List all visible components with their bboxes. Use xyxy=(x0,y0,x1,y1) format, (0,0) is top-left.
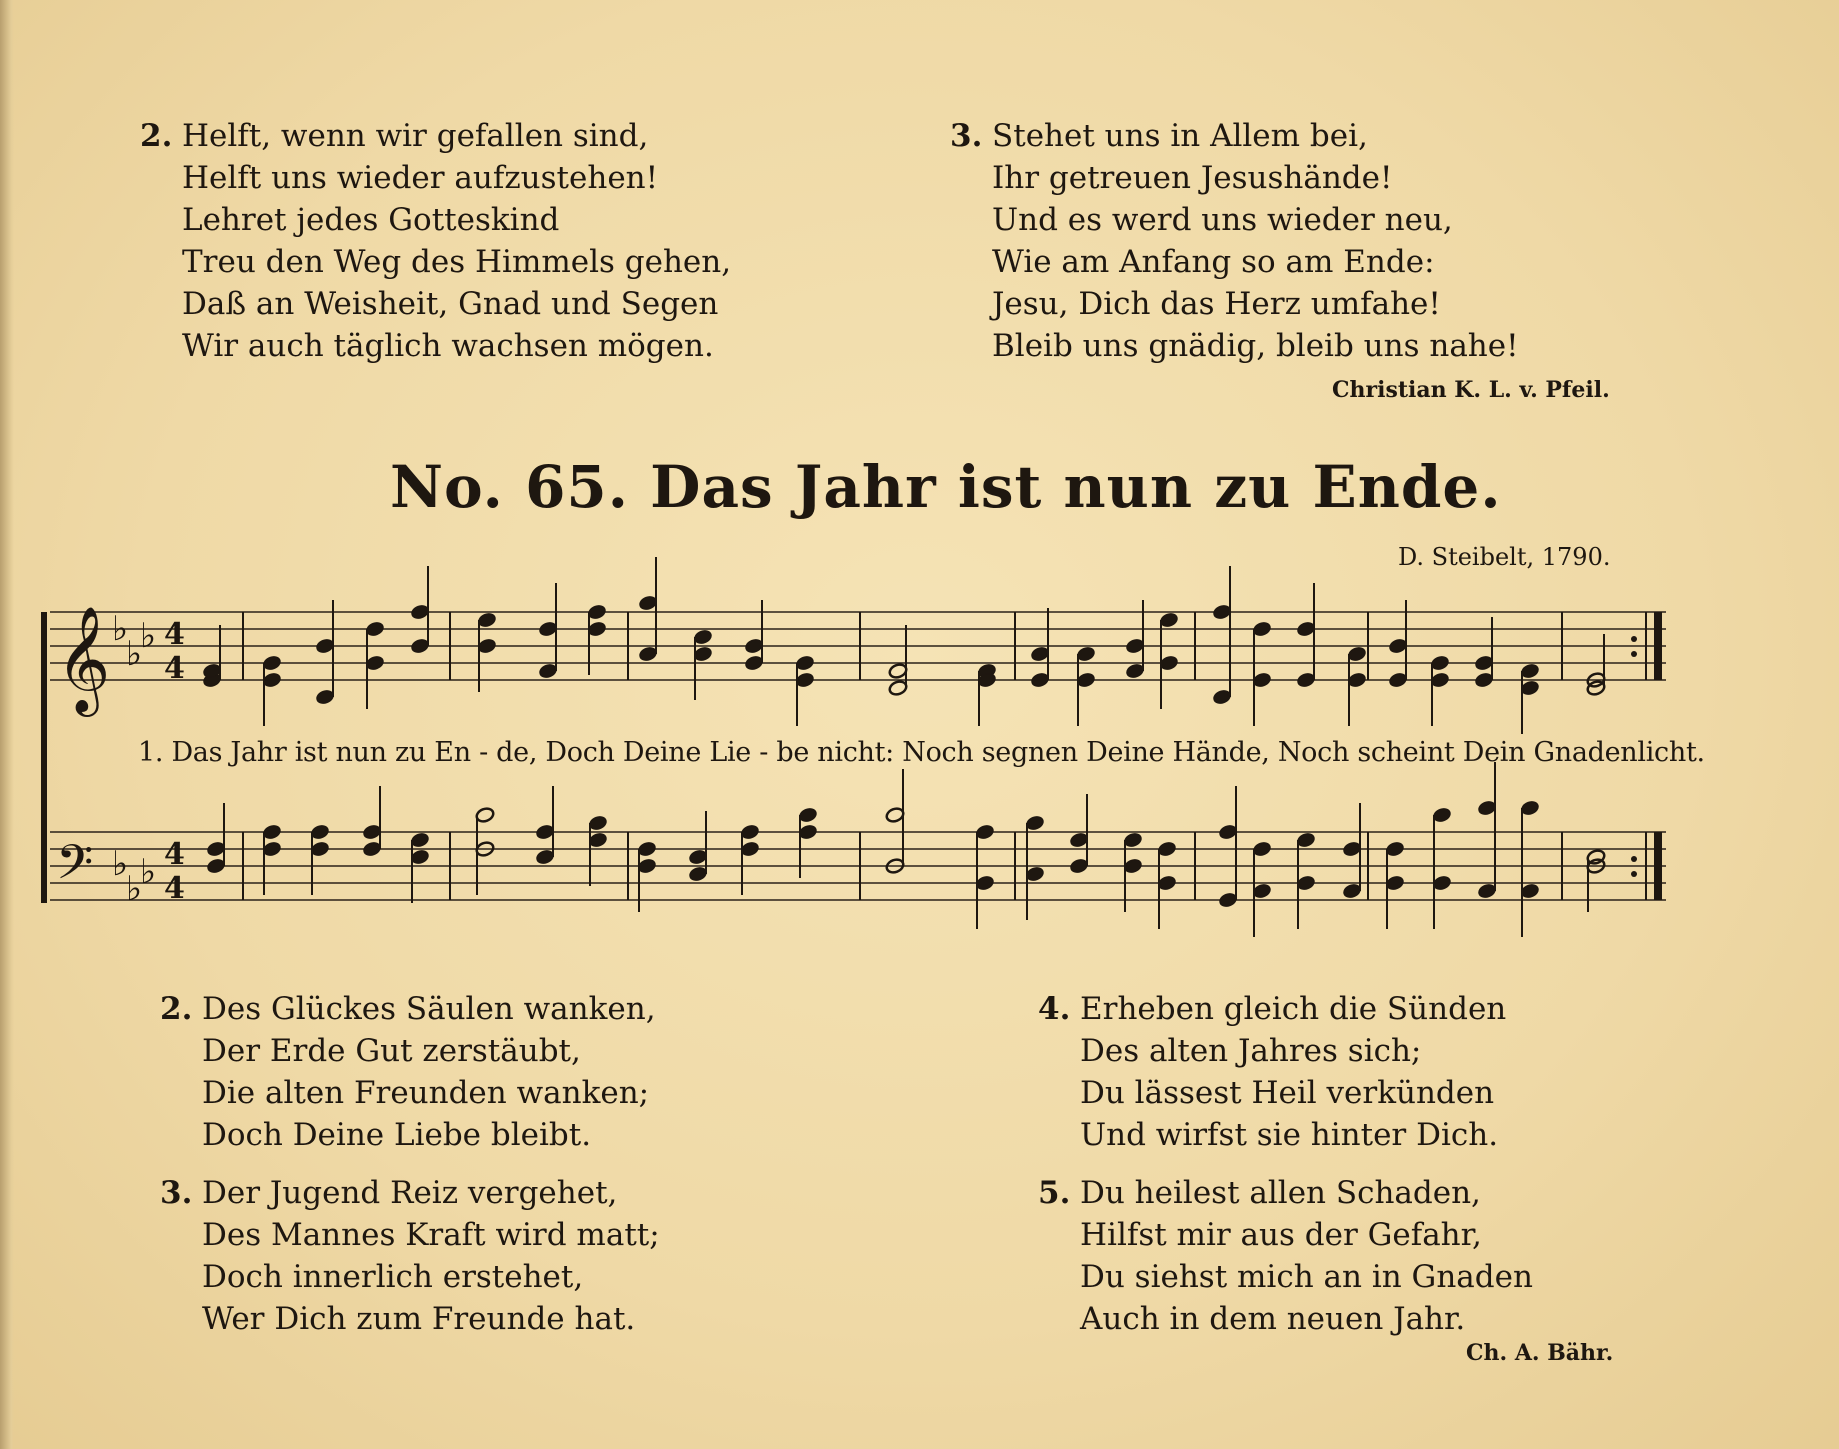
bass-chord xyxy=(1342,803,1362,900)
treble-chord xyxy=(410,566,430,655)
bass-chord xyxy=(206,803,226,875)
bass-chord xyxy=(1025,814,1045,920)
verse-number: 4. xyxy=(1038,991,1071,1027)
bass-chord xyxy=(1069,794,1089,875)
treble-chord xyxy=(1030,608,1050,689)
top-author: Christian K. L. v. Pfeil. xyxy=(1332,377,1610,403)
bass-chord xyxy=(688,811,708,883)
bass-chord xyxy=(798,806,818,878)
treble-chord xyxy=(1388,600,1408,689)
bass-chord xyxy=(475,806,495,895)
bass-chord xyxy=(885,769,905,875)
verse-line: Des Glückes Säulen wanken, xyxy=(202,991,656,1027)
bass-chord xyxy=(1520,799,1540,937)
time-signature-treble xyxy=(164,617,185,686)
bottom-verse-5 xyxy=(1038,1172,1533,1340)
treble-chord xyxy=(1252,620,1272,726)
bass-chord xyxy=(410,831,430,903)
bass-chord xyxy=(310,823,330,895)
svg-text:♭: ♭ xyxy=(126,634,143,674)
bass-chord xyxy=(740,823,760,895)
svg-text:4: 4 xyxy=(164,651,185,686)
verse-line: Und es werd uns wieder neu, xyxy=(992,202,1453,238)
verse-line: Ihr getreuen Jesushände! xyxy=(992,160,1393,196)
treble-chord xyxy=(1586,634,1606,697)
bass-chord xyxy=(1477,762,1497,900)
verse-line: Du siehst mich an in Gnaden xyxy=(1080,1259,1533,1295)
treble-chord xyxy=(693,628,713,700)
bass-staff xyxy=(50,832,1666,900)
bottom-verse-3 xyxy=(160,1172,660,1340)
verse-line: Du lässest Heil verkünden xyxy=(1080,1075,1495,1111)
verse-line: Stehet uns in Allem bei, xyxy=(992,118,1368,154)
treble-chord xyxy=(1212,566,1232,706)
bass-chord xyxy=(1252,840,1272,937)
treble-staff xyxy=(50,612,1666,680)
verse-number: 2. xyxy=(160,991,193,1027)
svg-text:4: 4 xyxy=(164,871,185,906)
verse-line: Wie am Anfang so am Ende: xyxy=(992,244,1435,280)
treble-chord xyxy=(744,600,764,672)
bass-chord xyxy=(362,786,382,858)
bottom-verse-2 xyxy=(160,988,656,1156)
verse-line: Helft uns wieder aufzustehen! xyxy=(182,160,659,196)
treble-chord xyxy=(315,600,335,706)
svg-text:♭: ♭ xyxy=(126,869,143,909)
treble-chord xyxy=(795,654,815,726)
bass-chord xyxy=(1385,840,1405,929)
verse-line: Jesu, Dich das Herz umfahe! xyxy=(992,286,1441,322)
treble-chord xyxy=(888,625,908,697)
treble-chord xyxy=(1296,583,1316,689)
verse-number: 3. xyxy=(160,1175,193,1211)
treble-clef-icon: 𝄞 xyxy=(56,605,111,712)
verse-line: Wir auch täglich wachsen mögen. xyxy=(182,328,714,364)
verse-line: Der Jugend Reiz vergehet, xyxy=(202,1175,618,1211)
bass-clef-icon: 𝄢 xyxy=(56,834,94,902)
bottom-verse-4 xyxy=(1038,988,1506,1156)
verse-line: Des Mannes Kraft wird matt; xyxy=(202,1217,660,1253)
svg-text:4: 4 xyxy=(164,837,185,872)
verse-line: Doch innerlich erstehet, xyxy=(202,1259,584,1295)
treble-chord xyxy=(202,625,222,689)
treble-chord xyxy=(1159,611,1179,709)
verse-line: Bleib uns gnädig, bleib uns nahe! xyxy=(992,328,1519,364)
verse-line: Hilfst mir aus der Gefahr, xyxy=(1080,1217,1482,1253)
verse-line: Treu den Weg des Himmels gehen, xyxy=(182,244,732,280)
verse-number: 3. xyxy=(950,118,983,154)
svg-text:♭: ♭ xyxy=(140,616,157,656)
svg-text:♭: ♭ xyxy=(112,609,129,649)
treble-chord xyxy=(587,603,607,675)
bass-chord xyxy=(535,786,555,866)
bass-chord xyxy=(1296,831,1316,929)
verse-line: Daß an Weisheit, Gnad und Segen xyxy=(182,286,719,322)
bass-chord xyxy=(1586,848,1606,912)
treble-chord xyxy=(1474,617,1494,689)
svg-text:4: 4 xyxy=(164,617,185,652)
verse-line: Doch Deine Liebe bleibt. xyxy=(202,1117,592,1153)
verse-line: Wer Dich zum Freunde hat. xyxy=(202,1301,636,1337)
bass-chord xyxy=(588,814,608,886)
time-signature-bass xyxy=(164,837,185,906)
bass-chord xyxy=(1157,840,1177,929)
verse-line: Und wirfst sie hinter Dich. xyxy=(1080,1117,1499,1153)
treble-chord xyxy=(365,620,385,709)
svg-text:♭: ♭ xyxy=(112,844,129,884)
verse-line: Auch in dem neuen Jahr. xyxy=(1080,1301,1466,1337)
bass-chord xyxy=(975,823,995,929)
verse-line: Erheben gleich die Sünden xyxy=(1080,991,1507,1027)
composer-credit: D. Steibelt, 1790. xyxy=(1398,543,1611,571)
treble-chord xyxy=(1520,662,1540,734)
treble-chord xyxy=(977,662,997,726)
bass-chord xyxy=(262,823,282,895)
key-signature-treble xyxy=(112,609,156,674)
bass-chord xyxy=(637,840,657,912)
verse-line: Die alten Freunden wanken; xyxy=(202,1075,650,1111)
verse-line: Helft, wenn wir gefallen sind, xyxy=(182,118,649,154)
verse-number: 2. xyxy=(140,118,173,154)
treble-chord xyxy=(1347,645,1367,726)
bottom-author: Ch. A. Bähr. xyxy=(1466,1340,1614,1366)
treble-chord xyxy=(538,583,558,680)
treble-chord xyxy=(262,654,282,726)
verse-line: Lehret jedes Gotteskind xyxy=(182,202,560,238)
verse-number: 5. xyxy=(1038,1175,1071,1211)
treble-chord xyxy=(1076,645,1096,726)
treble-chord xyxy=(1430,654,1450,726)
verse-line: Des alten Jahres sich; xyxy=(1080,1033,1422,1069)
hymn-title: No. 65. Das Jahr ist nun zu Ende. xyxy=(390,453,1502,521)
verse-line: Du heilest allen Schaden, xyxy=(1080,1175,1481,1211)
bass-chord xyxy=(1218,786,1238,909)
hymn-lyric-line: 1. Das Jahr ist nun zu En - de, Doch Deine Lie - be nicht: Noch segnen Deine Hände, Noch scheint Dein Gnadenlicht. xyxy=(138,737,1705,768)
verse-line: Der Erde Gut zerstäubt, xyxy=(202,1033,581,1069)
svg-text:♭: ♭ xyxy=(140,852,157,892)
bass-chord xyxy=(1432,806,1452,929)
